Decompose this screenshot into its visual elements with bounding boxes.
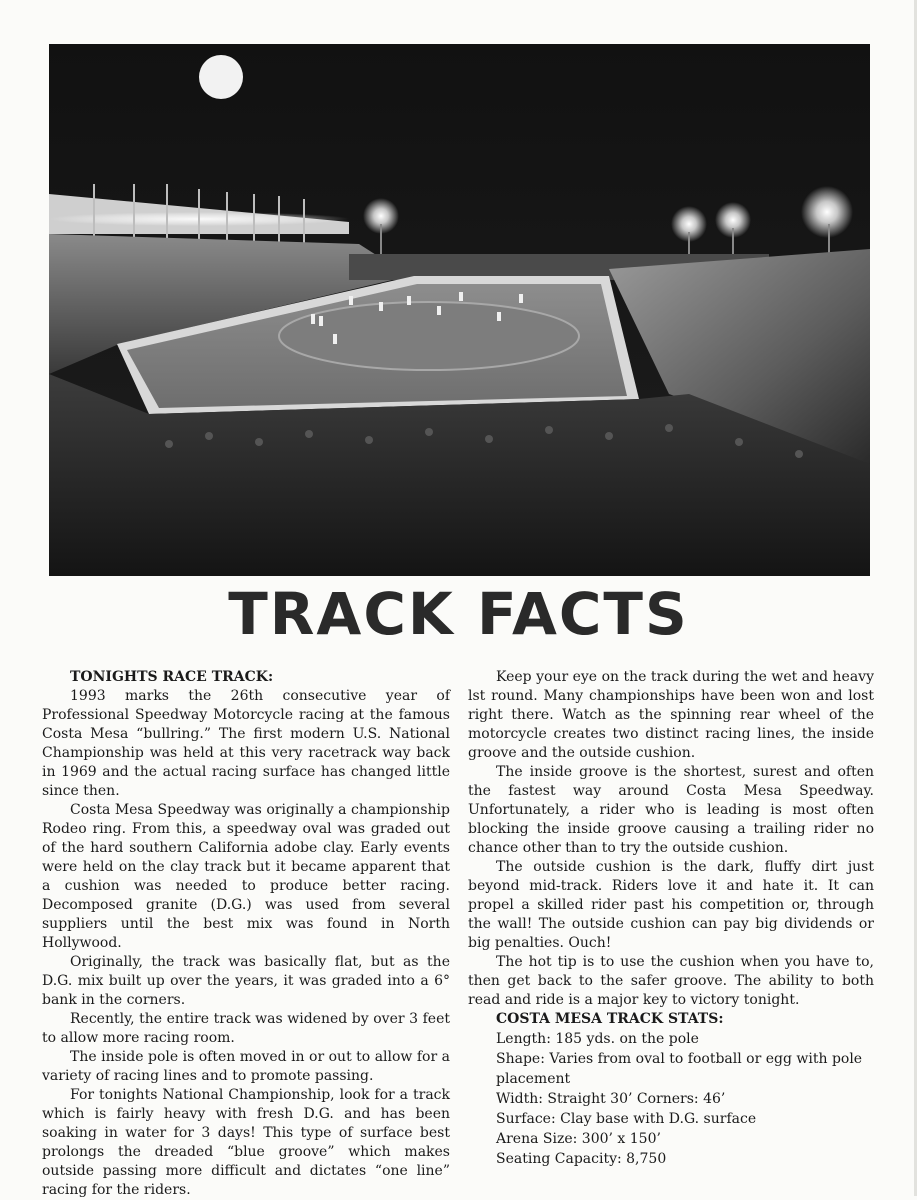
stat-length: Length: 185 yds. on the pole [496,1031,699,1047]
page-title: TRACK FACTS [228,580,689,648]
stat-seating-capacity: Seating Capacity: 8,750 [496,1151,667,1167]
section-heading: TONIGHTS RACE TRACK: [70,669,274,685]
paragraph: The inside pole is often moved in or out to allow for a variety of racing lines and to promote passing. [42,1049,450,1084]
paragraph: Costa Mesa Speedway was originally a championship Rodeo ring. From this, a speedway oval was graded out of the hard southern California adobe clay. Early events were held on the clay track but it became apparent that a cushion was needed to produce better racing. Decomposed granite (D.G.) was used from several suppliers until the best mix was found in North Hollywood. [42,802,450,951]
left-column [42,668,450,1200]
stat-shape: Shape: Varies from oval to football or egg with pole placement [496,1051,863,1087]
stat-arena-size: Arena Size: 300’ x 150’ [496,1131,661,1147]
paragraph: For tonights National Championship, look for a track which is fairly heavy with fresh D.G. and has been soaking in water for 3 days! This type of surface best prolongs the dreaded “blue groove” which makes outside passing more difficult and dictates “one line” racing for the riders. [42,1087,450,1198]
stat-width: Width: Straight 30’ Corners: 46’ [496,1091,726,1107]
stadium-night-photo [49,44,870,576]
paragraph: The outside cushion is the dark, fluffy dirt just beyond mid-track. Riders love it and hate it. It can propel a skilled rider past his competition or, through the wall! The outside cushion can pay big dividends or big penalties. Ouch! [468,859,874,951]
right-column [468,668,874,1169]
paragraph: The hot tip is to use the cushion when you have to, then get back to the safer groove. The ability to both read and ride is a major key to victory tonight. [468,954,874,1008]
stats-heading: COSTA MESA TRACK STATS: [496,1011,724,1027]
paragraph: 1993 marks the 26th consecutive year of Professional Speedway Motorcycle racing at the famous Costa Mesa “bullring.” The first modern U.S. National Championship was held at this very racetrack way back in 1969 and the actual racing surface has changed little since then. [42,688,450,799]
paragraph: Recently, the entire track was widened by over 3 feet to allow more racing room. [42,1011,450,1046]
paragraph: Keep your eye on the track during the wet and heavy lst round. Many championships have been won and lost right there. Watch as the spinning rear wheel of the motorcycle creates two distinct racing lines, the inside groove and the outside cushion. [468,669,874,761]
paragraph: Originally, the track was basically flat, but as the D.G. mix built up over the years, it was graded into a 6° bank in the corners. [42,954,450,1008]
stat-surface: Surface: Clay base with D.G. surface [496,1111,757,1127]
paragraph: The inside groove is the shortest, surest and often the fastest way around Costa Mesa Speedway. Unfortunately, a rider who is leading is most often blocking the inside groove causing a trailing rider no chance other than to try the outside cushion. [468,764,874,856]
track-stats-list [468,1029,874,1169]
